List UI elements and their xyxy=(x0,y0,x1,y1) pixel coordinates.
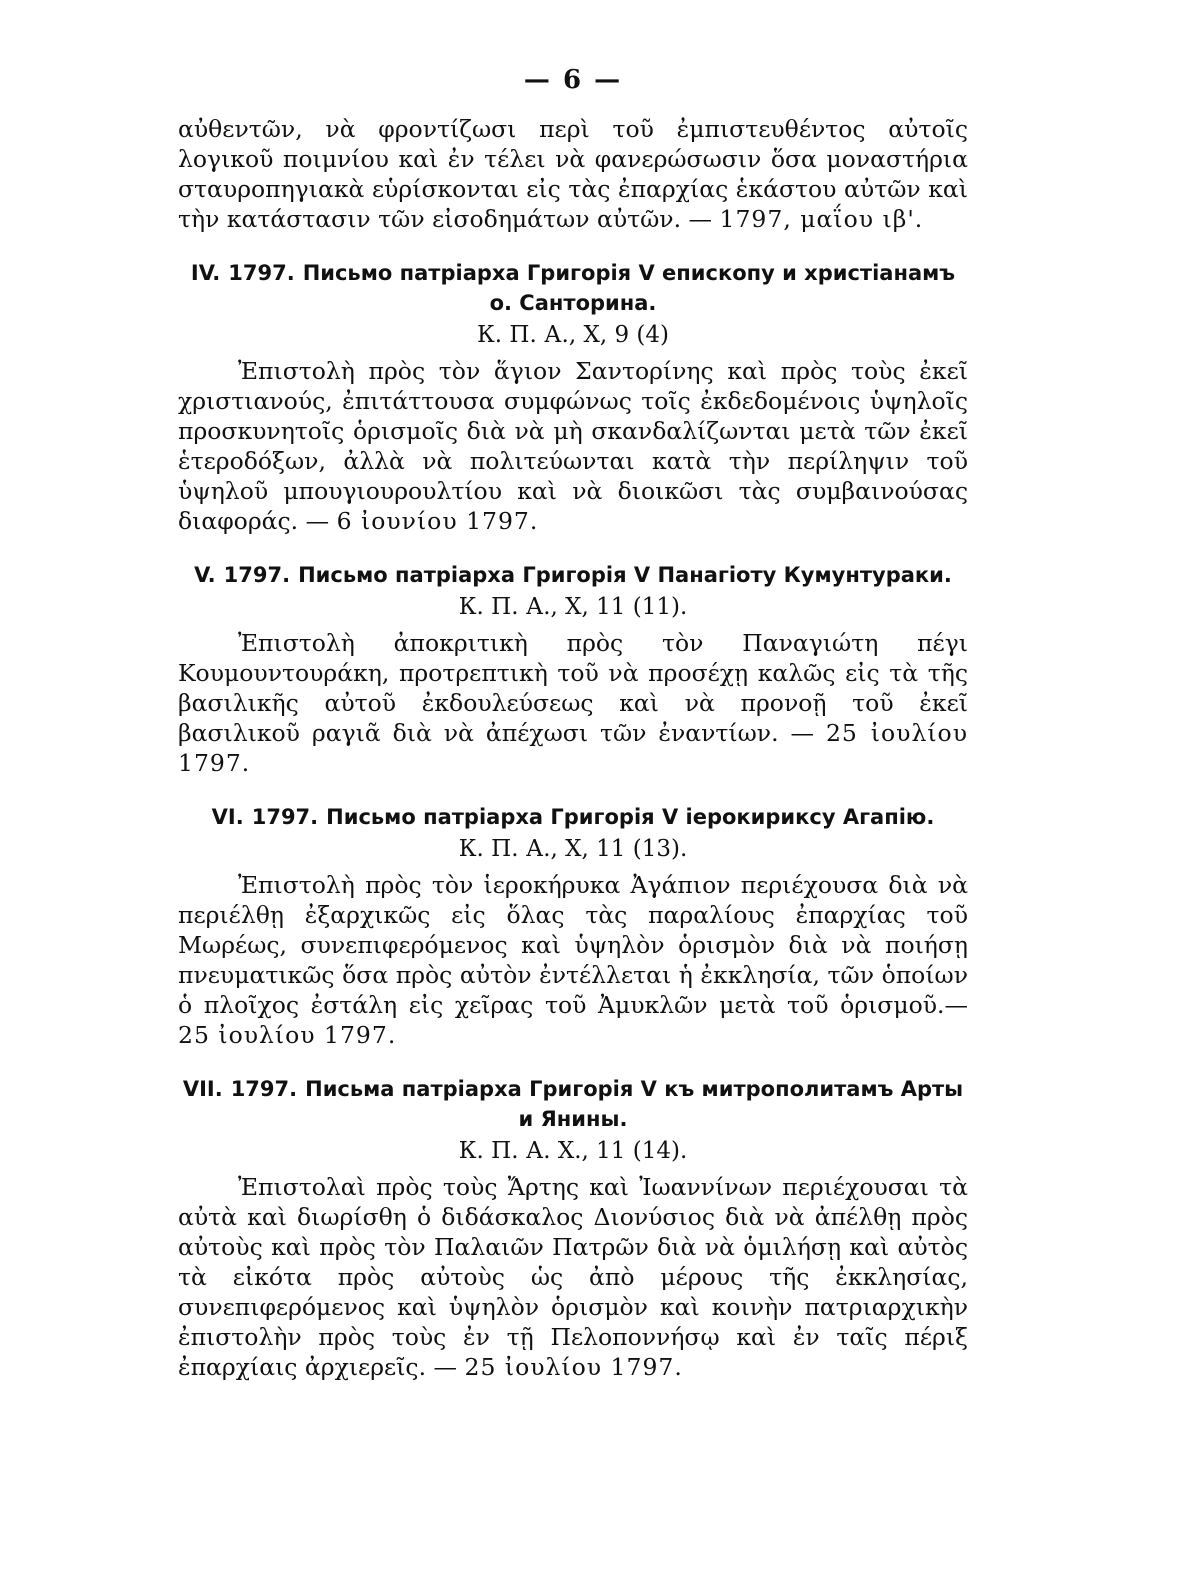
document-page xyxy=(178,62,968,1382)
entry-text: Ἐπιστολαὶ πρὸς τοὺς Ἄρτης καὶ Ἰωαννίνων περιέχουσαι τὰ αὐτὰ καὶ διωρίσθη ὁ διδάσκαλος Διονύσιος διὰ νὰ ἀπέλθῃ πρὸς αὐτοὺς καὶ πρὸς τὸν Παλαιῶν Πατρῶν διὰ νὰ ὁμιλήσῃ καὶ αὐτὸς τὰ εἰκότα πρὸς αὐτοὺς ὡς ἀπὸ μέρους τῆς ἐκκλησίας, συνεπιφερόμενος καὶ ὑψηλὸν ὁρισμὸν καὶ κοινὴν πατριαρχικὴν ἐπιστολὴν πρὸς τοὺς ἐν τῇ Πελοποννήσῳ καὶ ἐν ταῖς πέριξ ἐπαρχίαις ἀρχιερεῖς. — xyxy=(178,1173,968,1381)
entry-year: 1797. xyxy=(230,1077,298,1101)
archive-citation: К. П. А., X, 11 (13). xyxy=(458,836,688,862)
entry-date: 25 ἰουλίου 1797. xyxy=(464,1353,683,1381)
entry-date: 25 ἰουλίου 1797. xyxy=(178,719,968,777)
entry-number: VI. xyxy=(211,805,244,829)
entry-text: Ἐπιστολὴ πρὸς τὸν ἱεροκήρυκα Ἀγάπιον περιέχουσα διὰ νὰ περιέλθῃ ἐξαρχικῶς εἰς ὅλας τὰς παραλίους ἐπαρχίας τοῦ Μωρέως, συνεπιφερόμενος καὶ ὑψηλὸν ὁρισμὸν διὰ νὰ ποιήσῃ πνευματικῶς ὅσα πρὸς αὐτὸν ἐντέλλεται ἡ ἐκκλησία, τῶν ὁποίων ὁ πλοῖχος ἐστάλη εἰς χεῖρας τοῦ Ἀμυκλῶν μετὰ τοῦ ὁρισμοῦ.— xyxy=(178,871,968,1019)
entry-date: 25 ἰουλίου 1797. xyxy=(178,1021,397,1049)
entry-summary xyxy=(178,628,968,778)
entry-year: 1797. xyxy=(228,261,295,285)
entry-number: VII. xyxy=(182,1077,223,1101)
entry-text: Ἐπιστολὴ πρὸς τὸν ἅγιον Σαντορίνης καὶ πρὸς τοὺς ἐκεῖ χριστιανούς, ἐπιτάττουσα συμφώνως τοῖς ἐκδεδομένοις ὑψηλοῖς προσκυνητοῖς ὁρισμοῖς διὰ νὰ μὴ σκανδαλίζωνται μετὰ τῶν ἐκεῖ ἑτεροδόξων, ἀλλὰ νὰ πολιτεύωνται κατὰ τὴν περίληψιν τοῦ ὑψηλοῦ μπουγιουρουλτίου καὶ νὰ διοικῶσι τὰς συμβαινούσας διαφοράς. — xyxy=(178,357,968,535)
entry-title: Письмо патріарха Григорія V епископу и христіанамъ о. Санторина. xyxy=(302,261,956,315)
entry-title: Письмо патріарха Григорія V іерокириксу Агапію. xyxy=(326,805,935,829)
entry-v xyxy=(178,560,968,778)
entry-date: 6 ἰουνίου 1797. xyxy=(336,507,539,535)
entry-text: Ἐπιστολὴ ἀποκριτικὴ πρὸς τὸν Παναγιώτη πέγι Κουμουντουράκη, προτρεπτικὴ τοῦ νὰ προσέχῃ καλῶς εἰς τὰ τῆς βασιλικῆς αὐτοῦ ἐκδουλεύσεως καὶ νὰ προνοῇ τοῦ ἐκεῖ βασιλικοῦ ραγιᾶ διὰ νὰ ἀπέχωσι τῶν ἐναντίων. — xyxy=(178,629,968,747)
entry-vi xyxy=(178,802,968,1050)
entry-year: 1797. xyxy=(223,563,291,587)
entry-number: IV. xyxy=(190,261,221,285)
entry-iv xyxy=(178,258,968,536)
entry-year: 1797. xyxy=(251,805,319,829)
entry-heading xyxy=(178,258,968,318)
intro-paragraph xyxy=(178,114,968,234)
entry-summary xyxy=(178,870,968,1050)
entry-summary xyxy=(178,1172,968,1382)
entry-title: Письма патріарха Григорія V къ митрополитамъ Арты и Янины. xyxy=(305,1077,964,1131)
entry-vii xyxy=(178,1074,968,1382)
entry-number: V. xyxy=(194,563,216,587)
entry-heading xyxy=(178,802,968,832)
archive-citation: К. П. А., X, 11 (11). xyxy=(458,594,688,620)
intro-date: 1797, μαΐου ιβ'. xyxy=(719,205,924,233)
archive-citation: К. П. А. X., 11 (14). xyxy=(458,1138,688,1164)
entry-heading xyxy=(178,1074,968,1134)
entry-title: Письмо патріарха Григорія V Панагіоту Кумунтураки. xyxy=(298,563,952,587)
archive-citation: К. П. А., X, 9 (4) xyxy=(477,322,669,348)
intro-text: αὐθεντῶν, νὰ φροντίζωσι περὶ τοῦ ἐμπιστευθέντος αὐτοῖς λογικοῦ ποιμνίου καὶ ἐν τέλει νὰ φανερώσωσιν ὅσα μοναστήρια σταυροπηγιακὰ εὑρίσκονται εἰς τὰς ἐπαρχίας ἑκάστου αὐτῶν καὶ τὴν κατάστασιν τῶν εἰσοδημάτων αὐτῶν. — xyxy=(178,115,968,233)
entry-summary xyxy=(178,356,968,536)
entry-heading xyxy=(178,560,968,590)
page-number: — 6 — xyxy=(523,65,623,95)
